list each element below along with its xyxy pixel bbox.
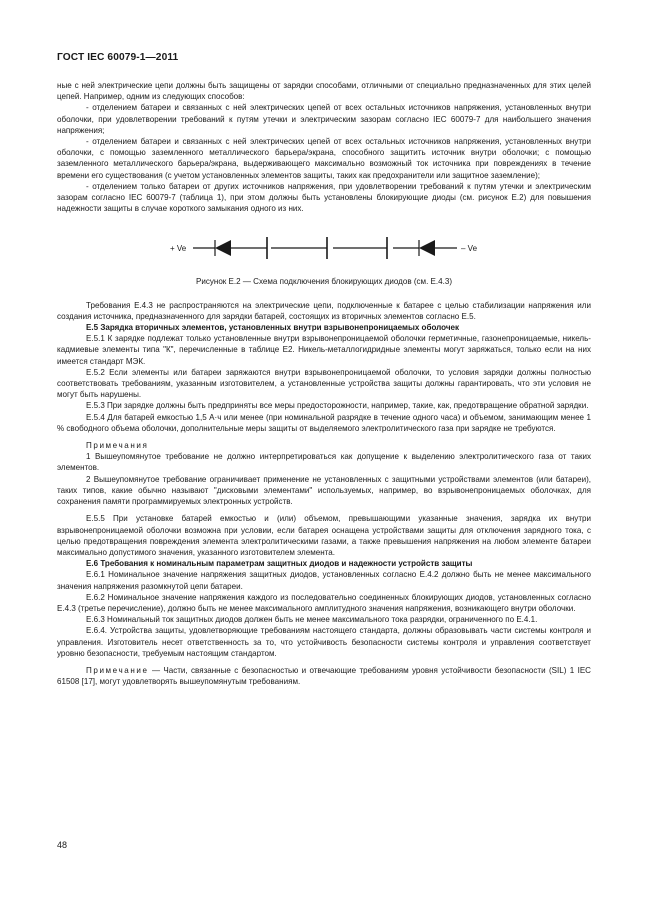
paragraph: Е.6.3 Номинальный ток защитных диодов должен быть не менее максимального тока разрядки, ограниченного по Е.4.1.	[86, 615, 538, 625]
paragraph: Требования Е.4.3 не распространяются на электрические цепи, подключенные к батарее с целью стабилизации напряжения или создания источника, предназначенного для зарядки батарей, состоящих из вторичных элементов согласно Е.5.	[57, 300, 591, 321]
diode-circuit-diagram	[57, 224, 591, 270]
note-text: — Части, связанные с безопасностью и отвечающие требованиям уровня устойчивости безопасности (SIL) 1 IEC 61508 [17], могут удовлетворять вышеупомянутым требованиям.	[57, 665, 591, 687]
paragraph: Е.5.4 Для батарей емкостью 1,5 А·ч или менее (при номинальной разрядке в течение одного часа) и объемом, занимающим менее 1 % свободного объема оболочки, дополнительные меры защиты от выделяемого электролитического газа при зарядке не требуются.	[57, 412, 591, 433]
figure-caption: Рисунок Е.2 — Схема подключения блокирующих диодов (см. Е.4.3)	[195, 277, 453, 287]
note-label: Примечание	[86, 665, 149, 675]
paragraph: Е.5.2 Если элементы или батареи заряжаются внутри взрывонепроницаемой оболочки, то условия зарядки должны полностью соответствовать требованиям, указанным изготовителем, а установленные устройства защиты должны гарантировать, что эти условия не могут быть нарушены.	[57, 367, 591, 400]
section-heading-e5: Е.5 Зарядка вторичных элементов, установленных внутри взрывонепроницаемых оболочек	[86, 323, 460, 333]
paragraph: ные с ней электрические цепи должны быть защищены от зарядки способами, отличными от специально предназначенных для этих целей цепей. Например, одним из следующих способов:	[57, 81, 591, 102]
diode-circuit-figure	[57, 224, 591, 270]
paragraph: Е.6.2 Номинальное значение напряжения каждого из последовательно соединенных блокирующих диодов, установленных согласно Е.4.3 (третье перечисление), должно быть не менее максимального амплитудного значения напряжения, возникающего внутри оболочки.	[57, 592, 591, 613]
paragraph: Е.6.4. Устройства защиты, удовлетворяющие требованиям настоящего стандарта, должны образовывать части системы контроля и управления. Изготовитель несет ответственность за то, что устойчивость безопасности системы контроля и управления соответствует уровню безопасности, требуемым настоящим стандартом.	[57, 626, 591, 658]
paragraph: Е.5.3 При зарядке должны быть предприняты все меры предосторожности, например, такие, как, предотвращение обратной зарядки.	[86, 401, 589, 411]
blocking-diode-right	[419, 240, 435, 256]
paragraph: Е.5.1 К зарядке подлежат только установленные внутри взрывонепроницаемой оболочки герметичные, газонепроницаемые, никель-кадмиевые элементы типа "К", перечисленные в таблице Е2. Никель-металлогидридные элементы могут заряжаться, только если на них имеется стандарт МЭК.	[57, 334, 591, 366]
document-header: ГОСТ IEC 60079-1—2011	[57, 52, 179, 63]
blocking-diode-left	[215, 240, 231, 256]
page-body	[57, 80, 591, 687]
final-note	[57, 665, 591, 687]
notes-title: Примечания	[86, 441, 149, 451]
section-heading-e6: Е.6 Требования к номинальным параметрам защитных диодов и надежности устройств защиты	[86, 559, 473, 569]
paragraph: Е.6.1 Номинальное значение напряжения защитных диодов, установленных согласно Е.4.2 должно быть не менее максимального значения напряжения разомкнутой цепи батареи.	[57, 570, 591, 591]
list-item: - отделением батареи и связанных с ней электрических цепей от всех остальных источников напряжения, установленных внутри оболочки, с помощью заземленного металлического барьера/экрана, способного защитить источник внутри оболочки; с помощью заземленного металлического барьера/экрана, выдерживающего максимально возможный ток источника при повреждениях в течение времени его существования (с учетом установленных элементов защиты, таких как предохранители или защитное заземление);	[57, 137, 591, 180]
positive-terminal-label: + Ve	[170, 244, 187, 254]
paragraph: Е.5.5 При установке батарей емкостью и (или) объемом, превышающими указанные значения, зарядка их внутри взрывонепроницаемой оболочки возможна при условии, если батарея оснащена устройствами защиты для отключения зарядного тока, с целью предотвращения повреждения элемента электролитическими газами, а также превышения напряжения на любом элементе батареи максимально допустимого значения, указанного изготовителем элемента.	[57, 514, 591, 557]
list-item: - отделением батареи и связанных с ней электрических цепей от всех остальных источников напряжения, установленных внутри оболочки, при удовлетворении требований к путям утечки и электрическим зазорам согласно IEC 60079-7 для наибольшего значения напряжения;	[57, 103, 591, 135]
list-item: - отделением только батареи от других источников напряжения, при удовлетворении требований к путям утечки и электрическим зазорам согласно IEC 60079-7 (таблица 1), при этом должны быть установлены блокирующие диоды (см. рисунок Е.2) для повышения надежности защиты в случае короткого замыкания одного из них.	[57, 181, 591, 214]
note-item: 2 Вышеупомянутое требование ограничивает применение не установленных с защитными устройствами элементов (или батареи), таких типов, какие обычно называют "дисковыми элементами" используемых, например, во взрывонепроницаемых оболочках, для сохранения памяти программируемых электронных устройств.	[57, 474, 591, 507]
negative-terminal-label: – Ve	[461, 244, 478, 254]
page-number: 48	[57, 840, 68, 850]
note-item: 1 Вышеупомянутое требование не должно интерпретироваться как допущение к выделению электролитического газа от таких элементов.	[57, 452, 591, 473]
